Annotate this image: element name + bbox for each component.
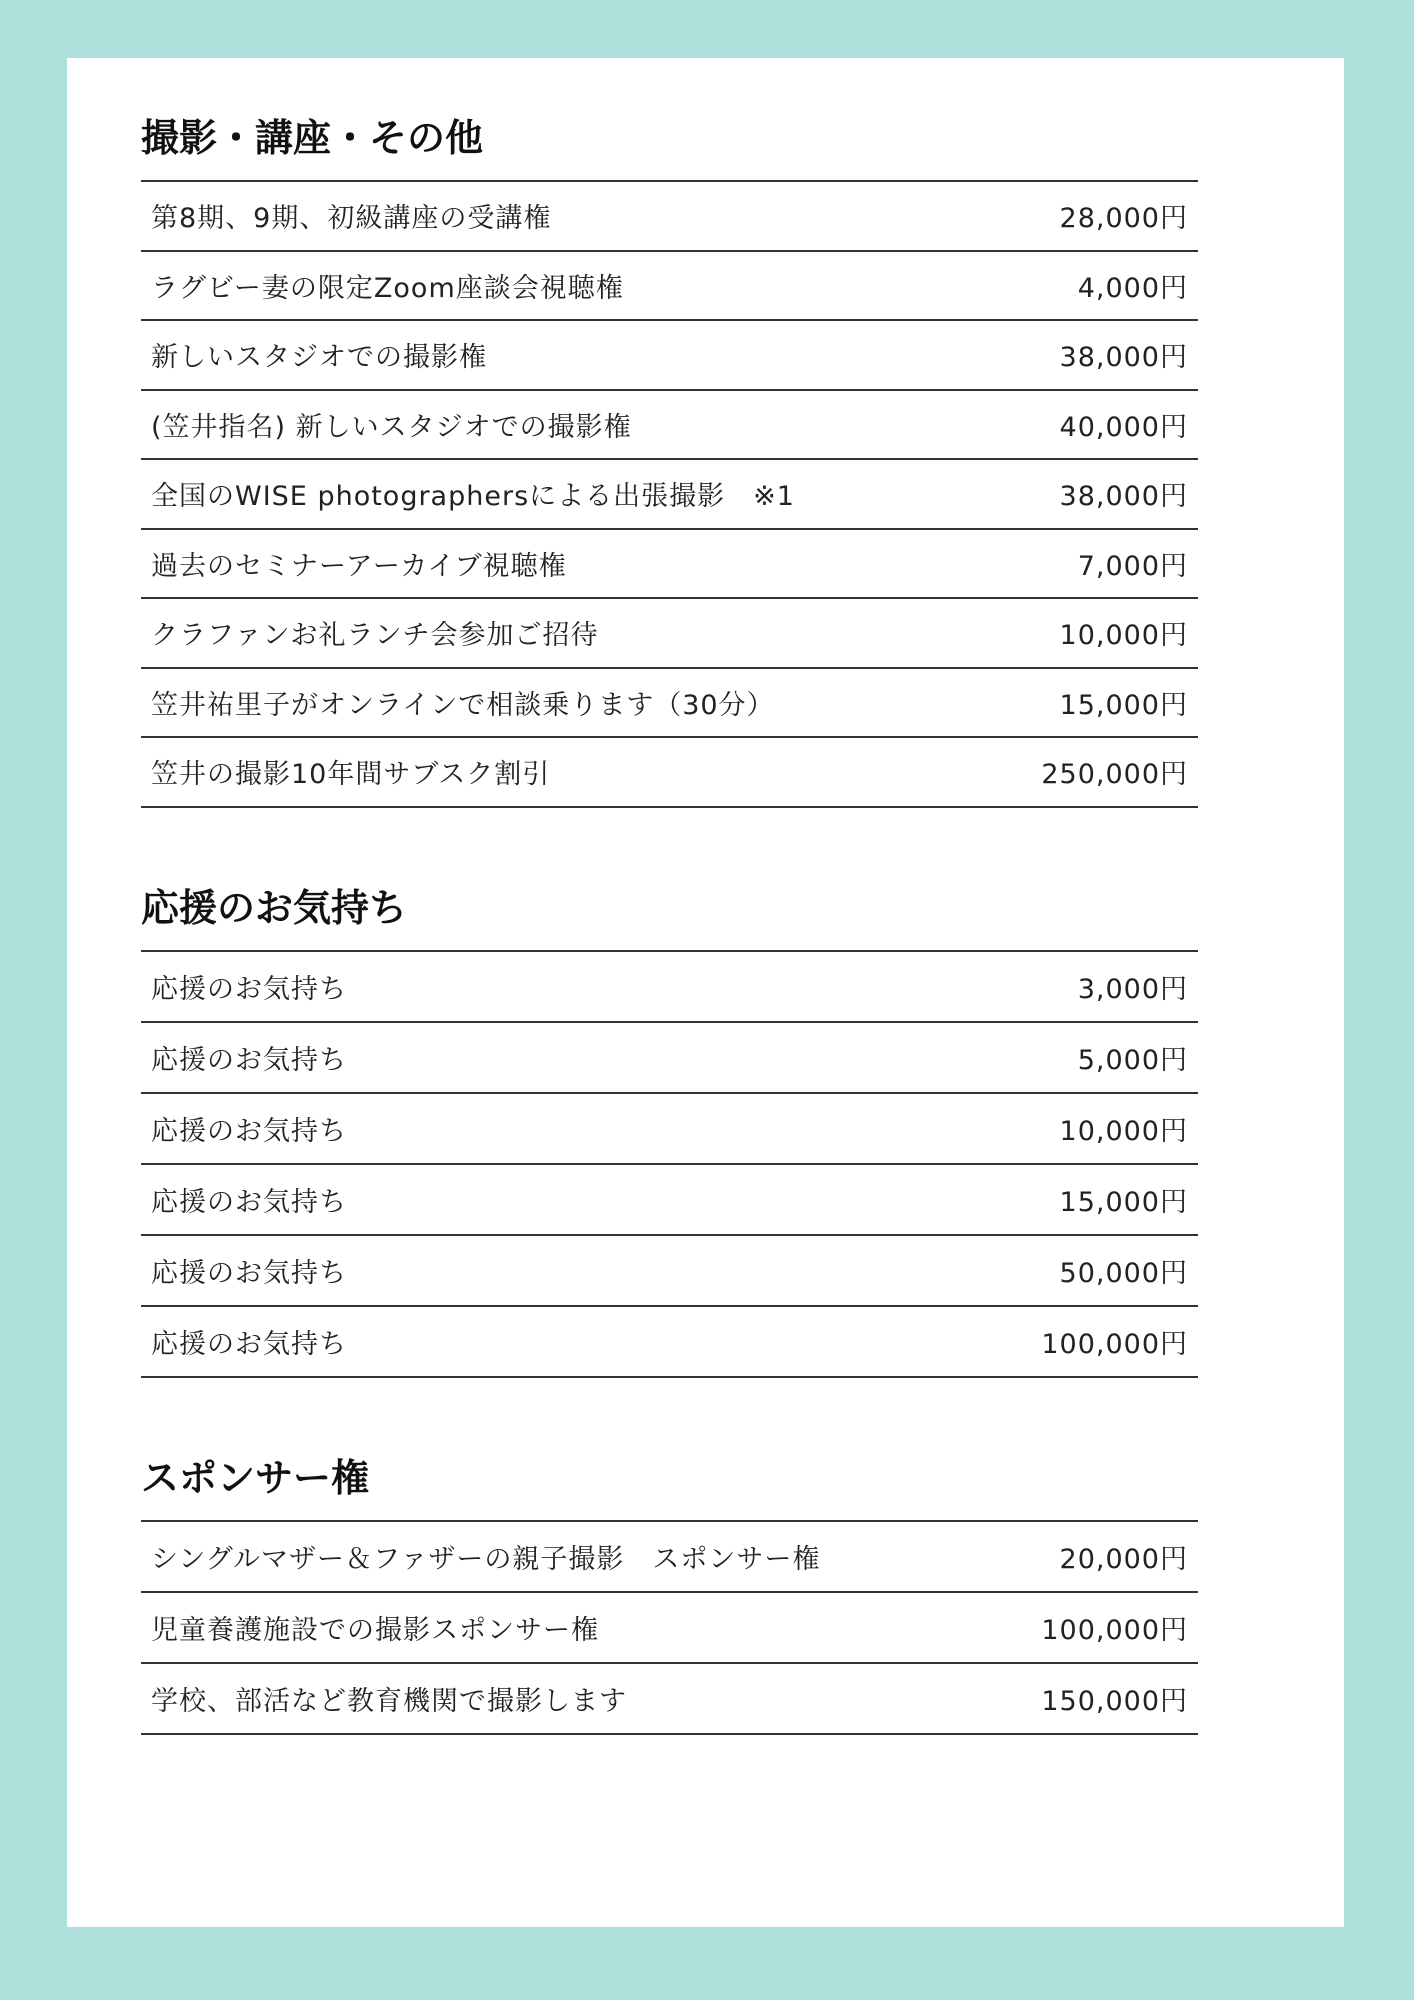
- item-price: 3,000円: [1077, 973, 1188, 1005]
- table-row: [141, 738, 1198, 808]
- item-name: 新しいスタジオでの撮影権: [151, 342, 487, 374]
- item-name: 全国のWISE photographersによる出張撮影 ※1: [151, 481, 795, 513]
- section-title-text: 応援のお気持ち: [141, 885, 408, 930]
- item-name: (笠井指名) 新しいスタジオでの撮影権: [151, 411, 632, 443]
- item-price: 38,000円: [1059, 342, 1188, 374]
- table-row: [141, 1664, 1198, 1735]
- section-title-text: スポンサー権: [141, 1455, 370, 1500]
- item-price: 250,000円: [1041, 759, 1188, 791]
- item-price: 4,000円: [1077, 272, 1188, 304]
- item-price: 150,000円: [1041, 1685, 1188, 1717]
- section-shooting-courses: [141, 58, 1198, 808]
- item-name: 笠井祐里子がオンラインで相談乗ります（30分）: [151, 689, 775, 721]
- item-price: 50,000円: [1059, 1257, 1188, 1289]
- item-price: 10,000円: [1059, 620, 1188, 652]
- item-name: 応援のお気持ち: [151, 1186, 347, 1218]
- table-row: [141, 1522, 1198, 1593]
- table-row: [141, 669, 1198, 739]
- price-table: [141, 180, 1198, 808]
- item-price: 5,000円: [1077, 1044, 1188, 1076]
- section-title: [141, 58, 1198, 163]
- item-price: 100,000円: [1041, 1328, 1188, 1360]
- item-name: 応援のお気持ち: [151, 1044, 347, 1076]
- table-row: [141, 530, 1198, 600]
- price-list-content: [141, 58, 1198, 1735]
- item-name: 応援のお気持ち: [151, 1328, 347, 1360]
- table-row: [141, 599, 1198, 669]
- item-price: 15,000円: [1059, 1186, 1188, 1218]
- table-row: [141, 1165, 1198, 1236]
- item-price: 10,000円: [1059, 1115, 1188, 1147]
- section-title-text: 撮影・講座・その他: [141, 116, 484, 160]
- table-row: [141, 460, 1198, 530]
- item-name: 第8期、9期、初級講座の受講権: [151, 203, 552, 235]
- table-row: [141, 1307, 1198, 1378]
- item-name: 児童養護施設での撮影スポンサー権: [151, 1614, 599, 1646]
- table-row: [141, 952, 1198, 1023]
- price-table: [141, 950, 1198, 1378]
- item-price: 7,000円: [1077, 550, 1188, 582]
- table-row: [141, 391, 1198, 461]
- item-name: 応援のお気持ち: [151, 1257, 347, 1289]
- item-price: 40,000円: [1059, 411, 1188, 443]
- section-title: [141, 808, 1198, 933]
- price-list-card: [67, 58, 1344, 1927]
- section-title: [141, 1378, 1198, 1503]
- section-support: [141, 808, 1198, 1378]
- item-name: 応援のお気持ち: [151, 973, 347, 1005]
- item-name: 応援のお気持ち: [151, 1115, 347, 1147]
- table-row: [141, 1094, 1198, 1165]
- item-name: 笠井の撮影10年間サブスク割引: [151, 759, 551, 791]
- section-sponsor: [141, 1378, 1198, 1735]
- item-name: クラファンお礼ランチ会参加ご招待: [151, 620, 599, 652]
- item-name: シングルマザー＆ファザーの親子撮影 スポンサー権: [151, 1543, 821, 1575]
- table-row: [141, 182, 1198, 252]
- price-table: [141, 1520, 1198, 1735]
- item-price: 28,000円: [1059, 203, 1188, 235]
- item-price: 38,000円: [1059, 481, 1188, 513]
- table-row: [141, 1236, 1198, 1307]
- item-price: 20,000円: [1059, 1543, 1188, 1575]
- table-row: [141, 1023, 1198, 1094]
- item-name: 過去のセミナーアーカイブ視聴権: [151, 550, 567, 582]
- table-row: [141, 252, 1198, 322]
- table-row: [141, 321, 1198, 391]
- item-price: 15,000円: [1059, 689, 1188, 721]
- item-price: 100,000円: [1041, 1614, 1188, 1646]
- item-name: 学校、部活など教育機関で撮影します: [151, 1685, 627, 1717]
- item-name: ラグビー妻の限定Zoom座談会視聴権: [151, 272, 624, 304]
- table-row: [141, 1593, 1198, 1664]
